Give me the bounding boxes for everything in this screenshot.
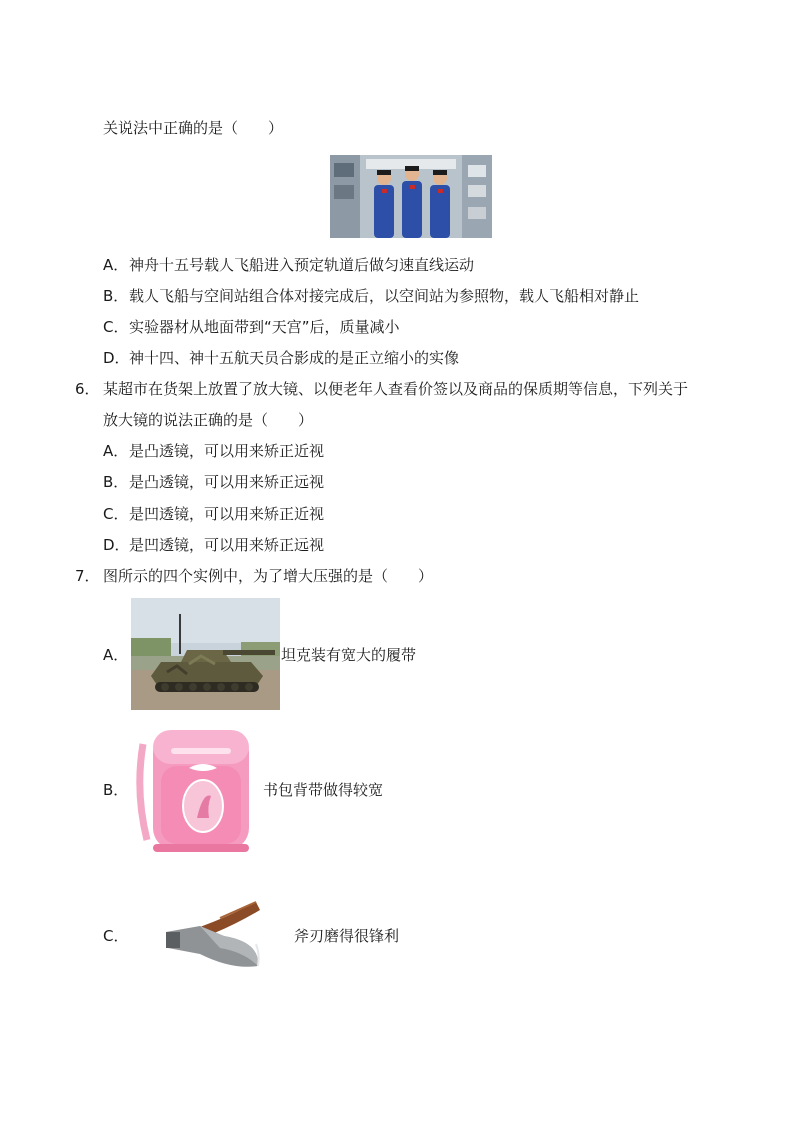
q5-option-c: C．实验器材从地面带到“天宫”后，质量减小 — [103, 318, 400, 336]
q7-option-c-letter: C． — [103, 927, 129, 945]
axe-photo — [160, 896, 262, 974]
q6-stem-line1: 6． 某超市在货架上放置了放大镜、以便老年人查看价签以及商品的保质期等信息，下列关于 — [75, 380, 689, 398]
q7-option-b-text: 书包背带做得较宽 — [263, 781, 384, 799]
q7-stem: 7． 图所示的四个实例中，为了增大压强的是（ ） — [75, 567, 434, 585]
q7-number: 7． — [75, 567, 100, 585]
q5-stem-tail: 关说法中正确的是（ ） — [103, 119, 284, 137]
q6-stem-line2: 放大镜的说法正确的是（ ） — [103, 411, 314, 429]
q6-number: 6． — [75, 380, 100, 398]
astronauts-photo — [330, 155, 492, 238]
q6-option-c: C．是凹透镜，可以用来矫正近视 — [103, 505, 325, 523]
q7-option-b-letter: B． — [103, 781, 129, 799]
q7-option-a-letter: A． — [103, 646, 129, 664]
q5-option-d: D．神十四、神十五航天员合影成的是正立缩小的实像 — [103, 349, 460, 367]
q7-option-c-text: 斧刃磨得很锋利 — [294, 927, 400, 945]
q5-option-a: A．神舟十五号载人飞船进入预定轨道后做匀速直线运动 — [103, 256, 475, 274]
backpack-photo — [131, 722, 263, 859]
q6-option-a: A．是凸透镜，可以用来矫正近视 — [103, 442, 325, 460]
q7-option-a-text: 坦克装有宽大的履带 — [281, 646, 417, 664]
tank-photo — [131, 598, 280, 710]
q6-option-d: D．是凹透镜，可以用来矫正远视 — [103, 536, 325, 554]
q6-option-b: B．是凸透镜，可以用来矫正远视 — [103, 473, 325, 491]
q5-option-b: B．载人飞船与空间站组合体对接完成后，以空间站为参照物，载人飞船相对静止 — [103, 287, 640, 305]
